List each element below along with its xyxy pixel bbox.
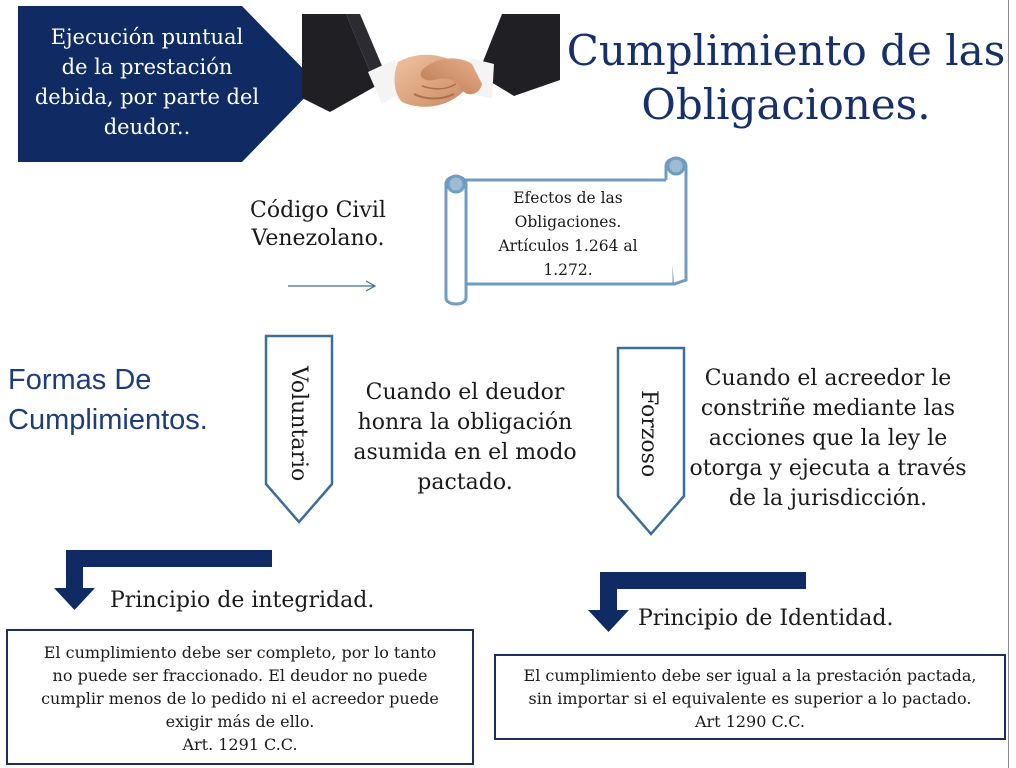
voluntary-label: Voluntario <box>286 366 311 482</box>
intro-line: debida, por parte del <box>34 85 260 109</box>
title-line-1: Cumplimiento de las <box>566 26 1006 75</box>
scroll-line: 1.272. <box>543 261 593 279</box>
identity-principle-title: Principio de Identidad. <box>638 606 894 631</box>
forced-description: Cuando el acreedor le constriñe mediante las acciones que la ley le otorga y ejecuta a través de la jurisdicción. <box>689 366 967 511</box>
handshake-icon <box>302 14 560 124</box>
civil-code-line-2: Venezolano. <box>251 226 385 251</box>
forms-line-2: Cumplimientos. <box>8 404 208 436</box>
forms-heading <box>8 360 278 440</box>
identity-principle-box <box>494 654 1006 740</box>
intro-line: Ejecución puntual <box>50 25 244 49</box>
civil-code-line-1: Código Civil <box>250 198 386 223</box>
forms-line-1: Formas De <box>8 364 152 396</box>
scroll-text <box>478 186 658 282</box>
title-line-2: Obligaciones. <box>641 80 931 129</box>
scroll-line: Efectos de las <box>513 189 623 207</box>
forced-label: Forzoso <box>636 390 661 478</box>
integrity-line: El cumplimiento debe ser completo, por lo tanto <box>43 643 437 662</box>
integrity-line: cumplir menos de lo pedido ni el acreedor puede <box>41 689 439 708</box>
intro-line: de la prestación <box>61 55 233 79</box>
integrity-article: Art. 1291 C.C. <box>182 735 298 754</box>
integrity-line: no puede ser fraccionado. El deudor no puede <box>52 666 428 685</box>
intro-line: deudor.. <box>103 115 191 139</box>
integrity-line: exigir más de ello. <box>165 712 315 731</box>
scroll-line: Artículos 1.264 al <box>498 237 638 255</box>
identity-article: Art 1290 C.C. <box>694 712 806 731</box>
scroll-line: Obligaciones. <box>514 213 622 231</box>
identity-line: sin importar si el equivalente es superior a lo pactado. <box>528 689 972 708</box>
right-arrow-icon <box>286 278 382 294</box>
voluntary-description: Cuando el deudor honra la obligación asumida en el modo pactado. <box>353 380 577 495</box>
integrity-principle-title: Principio de integridad. <box>110 588 375 613</box>
intro-definition <box>22 22 272 142</box>
identity-line: El cumplimiento debe ser igual a la prestación pactada, <box>523 666 977 685</box>
civil-code-label <box>228 197 408 253</box>
page-title <box>566 24 1006 132</box>
page-border-line <box>1008 0 1009 768</box>
integrity-principle-box <box>6 629 474 765</box>
